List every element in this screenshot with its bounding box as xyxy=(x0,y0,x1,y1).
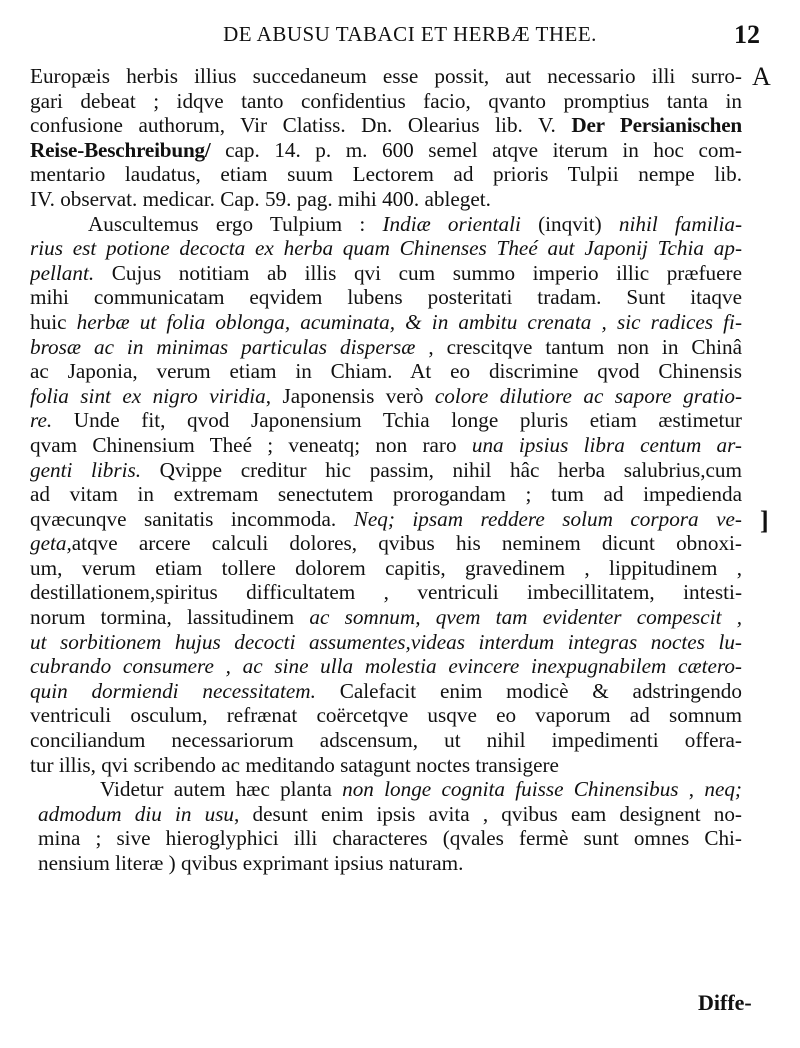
roman-text: , Japonensis verò xyxy=(265,383,435,408)
running-title: DE ABUSU TABACI ET HERBÆ THEE. xyxy=(223,22,597,46)
text-line xyxy=(30,826,742,851)
roman-text: Calefacit enim modicè & adstringendo xyxy=(315,678,742,703)
roman-text: (inqvit) xyxy=(520,211,619,236)
roman-text: um, verum etiam tollere dolorem capitis, gravedinem , lippitudinem , xyxy=(30,555,742,580)
italic-text: ut sorbitionem hujus decocti assumentes,videas interdum integras noctes lu- xyxy=(30,629,742,654)
text-line xyxy=(30,679,742,704)
italic-text: una ipsius libra centum ar- xyxy=(471,432,742,457)
roman-text: Qvippe creditur hic passim, nihil hâc herba salubrius,cum xyxy=(141,457,742,482)
italic-text: non longe cognita fuisse Chinensibus xyxy=(342,777,679,802)
text-line xyxy=(30,89,742,114)
text-line xyxy=(30,113,742,138)
italic-text: Indiæ orientali xyxy=(382,211,521,236)
signature-mark: A xyxy=(752,62,771,91)
roman-text: destillationem,spiritus difficultatem , ventriculi imbecillitatem, intesti- xyxy=(30,580,742,605)
italic-text: herbæ ut folia oblonga, acuminata, & in ambitu crenata , sic radices fi- xyxy=(76,309,742,334)
page-number: 12 xyxy=(734,20,760,49)
italic-text: genti libris. xyxy=(30,457,142,482)
roman-text: , xyxy=(678,777,705,802)
roman-text: IV. observat. medicar. Cap. 59. pag. mihi 400. ableget. xyxy=(30,186,491,211)
roman-text: mihi communicatam eqvidem lubens posteritati tradam. Sunt itaqve xyxy=(30,285,742,310)
italic-text: Neq; ipsam reddere solum corpora ve- xyxy=(353,506,742,531)
roman-text: tur illis, qvi scribendo ac meditando satagunt noctes transigere xyxy=(30,752,559,777)
roman-text: qvæcunqve sanitatis incommoda. xyxy=(30,506,354,531)
italic-text: pellant. xyxy=(30,260,95,285)
text-line xyxy=(30,359,742,384)
text-line xyxy=(30,802,742,827)
text-line xyxy=(30,605,742,630)
text-line xyxy=(30,64,742,89)
roman-text: mina ; sive hieroglyphici illi characteres (qvales fermè sunt omnes Chi- xyxy=(38,826,742,851)
roman-text: ad vitam in extremam senectutem prorogandam ; tum ad impedienda xyxy=(30,482,742,507)
roman-text: qvam Chinensium Theé ; veneatq; non raro xyxy=(30,432,472,457)
italic-text: rius est potione decocta ex herba quam Chinenses Theé aut Japonij Tchia ap- xyxy=(30,236,742,261)
roman-text: huic xyxy=(30,309,77,334)
roman-text: Videtur autem hæc planta xyxy=(100,777,343,802)
italic-text: quin dormiendi necessitatem. xyxy=(30,678,316,703)
text-line xyxy=(30,310,742,335)
text-line xyxy=(30,408,742,433)
text-line xyxy=(30,654,742,679)
roman-text: ac Japonia, verum etiam in Chiam. At eo discrimine qvod Chinensis xyxy=(30,359,742,384)
italic-text: cubrando consumere , ac sine ulla molestia evincere inexpugnabilem cætero- xyxy=(30,654,742,679)
margin-mark: ] xyxy=(760,506,769,535)
roman-text: nensium literæ ) qvibus exprimant ipsius naturam. xyxy=(38,851,464,875)
text-line xyxy=(30,851,742,876)
italic-text: re. xyxy=(30,408,53,433)
text-line xyxy=(30,458,742,483)
text-line xyxy=(30,728,742,753)
roman-text: conciliandum necessariorum adscensum, ut nihil impedimenti offera- xyxy=(30,728,742,753)
blackletter-text: Der Persianischen xyxy=(571,113,742,138)
catchword: Diffe- xyxy=(698,990,752,1015)
text-line xyxy=(30,777,742,802)
italic-text: admodum diu in usu xyxy=(38,801,235,826)
roman-text: mentario laudatus, etiam suum Lectorem ad prioris Tulpii nempe lib. xyxy=(30,162,742,187)
text-line xyxy=(30,285,742,310)
roman-text: Europæis herbis illius succedaneum esse possit, aut necessario illi surro- xyxy=(30,64,742,88)
roman-text: cap. 14. p. m. 600 semel atqve iterum in hoc com- xyxy=(210,137,742,162)
text-line xyxy=(30,556,742,581)
text-line xyxy=(30,630,742,655)
italic-text: nihil familia- xyxy=(618,211,742,236)
roman-text: , crescitqve tantum non in Chinâ xyxy=(415,334,742,359)
roman-text: Auscultemus ergo Tulpium : xyxy=(88,211,383,236)
italic-text: geta xyxy=(30,531,67,556)
text-line xyxy=(30,482,742,507)
italic-text: ac somnum, qvem tam evidenter compescit , xyxy=(309,605,742,630)
roman-text: norum tormina, lassitudinem xyxy=(30,605,310,630)
text-line xyxy=(30,187,742,212)
italic-text: brosæ ac in minimas particulas dispersæ xyxy=(30,334,416,359)
text-line xyxy=(30,162,742,187)
italic-text: colore dilutiore ac sapore gratio- xyxy=(434,383,742,408)
text-line xyxy=(30,531,742,556)
text-line xyxy=(30,433,742,458)
italic-text: folia sint ex nigro viridia xyxy=(30,383,266,408)
text-line xyxy=(30,753,742,778)
text-line xyxy=(30,236,742,261)
roman-text: gari debeat ; idqve tanto confidentius facio, qvanto promptius tanta in xyxy=(30,88,742,113)
italic-text: neq; xyxy=(704,777,742,802)
text-line xyxy=(30,212,742,237)
text-line xyxy=(30,507,742,532)
text-line xyxy=(30,335,742,360)
roman-text: Unde fit, qvod Japonensium Tchia longe pluris etiam æstimetur xyxy=(52,408,742,433)
roman-text: Cujus notitiam ab illis qvi cum summo imperio illic præfuere xyxy=(94,260,742,285)
text-line xyxy=(30,580,742,605)
text-line xyxy=(30,703,742,728)
roman-text: confusione authorum, Vir Clatiss. Dn. Olearius lib. V. xyxy=(30,113,572,138)
text-line xyxy=(30,138,742,163)
roman-text: , desunt enim ipsis avita , qvibus eam designent no- xyxy=(234,801,742,826)
text-line xyxy=(30,384,742,409)
text-line xyxy=(30,261,742,286)
roman-text: ventriculi osculum, refrænat coërcetqve usqve eo vaporum ad somnum xyxy=(30,703,742,728)
roman-text: ,atqve arcere calculi dolores, qvibus his neminem dicunt obnoxi- xyxy=(66,531,742,556)
text-body xyxy=(30,64,742,876)
blackletter-text: Reise-Beschreibung/ xyxy=(30,137,211,162)
